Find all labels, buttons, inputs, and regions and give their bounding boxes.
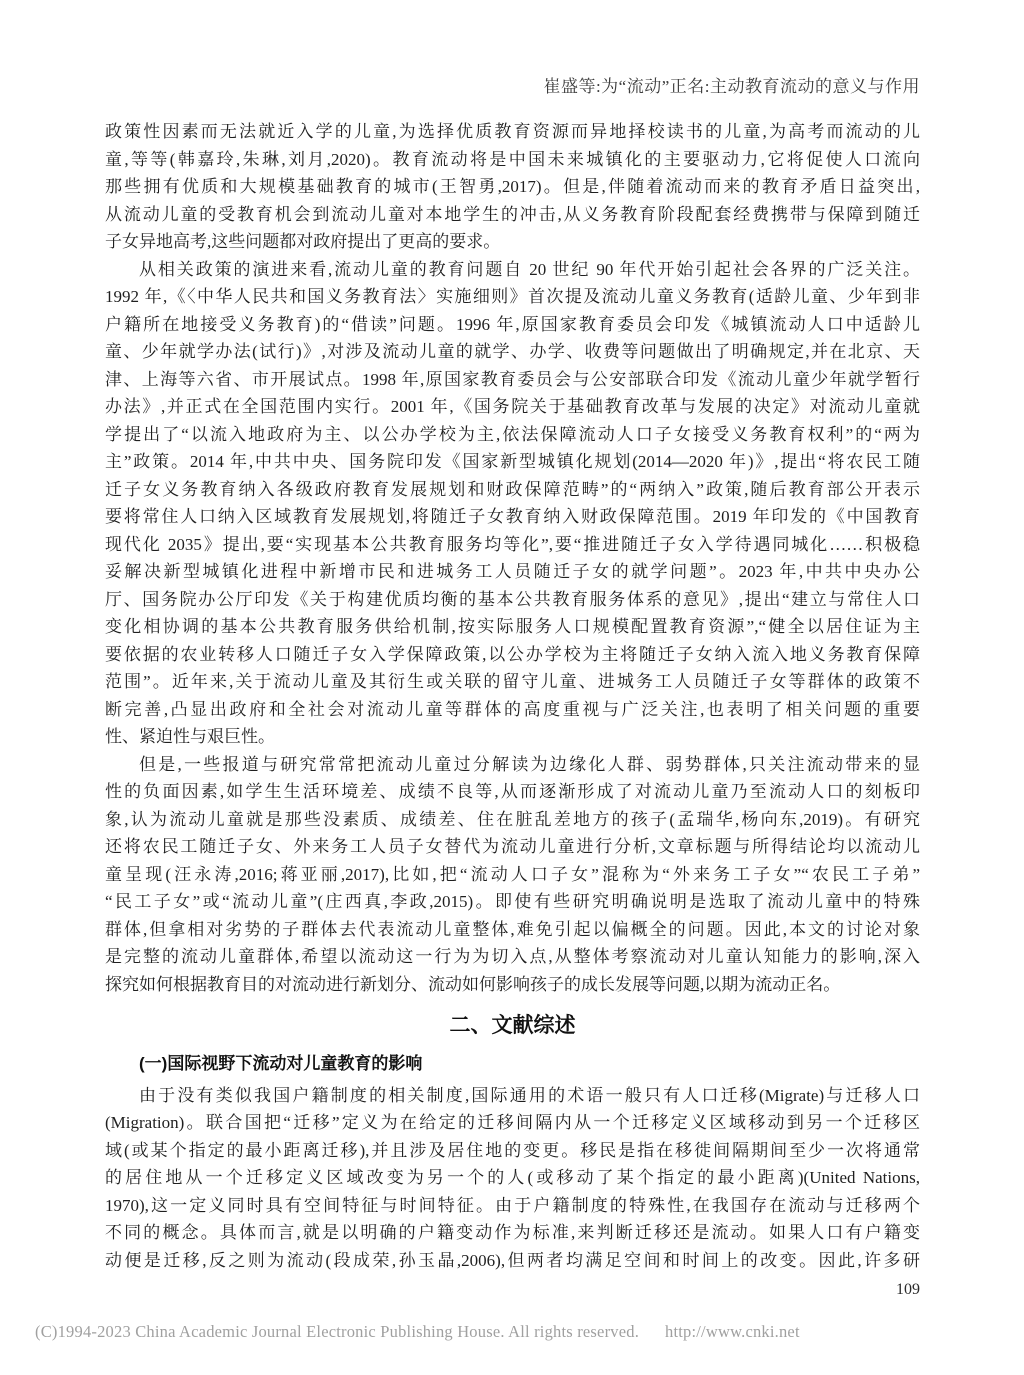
copyright-notice: (C)1994-2023 China Academic Journal Electronic Publishing House. All rights reserved.	[35, 1322, 640, 1341]
paragraph	[105, 751, 920, 999]
text-line: 政策性因素而无法就近入学的儿童,为选择优质教育资源而异地择校读书的儿童,为高考而流动的儿	[105, 122, 920, 141]
section-heading: 二、文献综述	[449, 1014, 576, 1037]
text-line: 的居住地从一个迁移定义区域改变为另一个的人(或移动了某个指定的最小距离)(United Nations,	[105, 1168, 920, 1187]
paragraph	[105, 118, 920, 256]
text-line: 群体,但拿相对劣势的子群体去代表流动儿童整体,难免引起以偏概全的问题。因此,本文的讨论对象	[105, 919, 920, 939]
text-line: 1992 年,《〈中华人民共和国义务教育法〉实施细则》首次提及流动儿童义务教育(适龄儿童、少年到非	[105, 287, 920, 306]
text-line: 厅、国务院办公厅印发《关于构建优质均衡的基本公共教育服务体系的意见》,提出“建立与常住人口	[105, 589, 920, 609]
text-line: 不同的概念。具体而言,就是以明确的户籍变动作为标准,来判断迁移还是流动。如果人口有户籍变	[105, 1223, 920, 1242]
footer-url: http://www.cnki.net	[665, 1322, 800, 1341]
text-line: 象,认为流动儿童就是那些没素质、成绩差、住在脏乱差地方的孩子(孟瑞华,杨向东,2019)。有研究	[105, 809, 920, 829]
text-line: 户籍所在地接受义务教育)的“借读”问题。1996 年,原国家教育委员会印发《城镇流动人口中适龄儿	[105, 314, 920, 334]
text-line: 童呈现(汪永涛,2016;蒋亚丽,2017),比如,把“流动人口子女”混称为“外来务工子女”“农民工子弟”	[105, 864, 920, 884]
body-column	[105, 118, 920, 1301]
text-line: “民工子女”或“流动儿童”(庄西真,李政,2015)。即使有些研究明确说明是选取了流动儿童中的特殊	[105, 892, 920, 911]
text-line: 范围”。近年来,关于流动儿童及其衍生或关联的留守儿童、进城务工人员随迁子女等群体的政策不	[105, 672, 920, 691]
text-line: 要依据的农业转移人口随迁子女入学保障政策,以公办学校为主将随迁子女纳入流入地义务教育保障	[105, 644, 920, 664]
text-line: 津、上海等六省、市开展试点。1998 年,原国家教育委员会与公安部联合印发《流动儿童少年就学暂行	[105, 369, 920, 389]
paragraph	[105, 1082, 920, 1275]
text-line: 妥解决新型城镇化进程中新增市民和进城务工人员随迁子女的就学问题”。2023 年,中共中央办公	[105, 562, 920, 581]
text-line: (Migration)。联合国把“迁移”定义为在给定的迁移间隔内从一个迁移定义区域移动到另一个迁移区	[105, 1113, 920, 1132]
text-line: 童,等等(韩嘉玲,朱琳,刘月,2020)。教育流动将是中国未来城镇化的主要驱动力,它将促使人口流向	[105, 149, 920, 169]
text-line: 子女异地高考,这些问题都对政府提出了更高的要求。	[105, 232, 501, 251]
text-line: 学提出了“以流入地政府为主、以公办学校为主,依法保障流动人口子女接受义务教育权利”的“两为	[105, 424, 920, 444]
text-line: 但是,一些报道与研究常常把流动儿童过分解读为边缘化人群、弱势群体,只关注流动带来的显	[139, 754, 920, 774]
text-line: 断完善,凸显出政府和全社会对流动儿童等群体的高度重视与广泛关注,也表明了相关问题的重要	[105, 699, 920, 719]
text-line: 1970),这一定义同时具有空间特征与时间特征。由于户籍制度的特殊性,在我国存在流动与迁移两个	[105, 1195, 920, 1215]
subsection-heading: (一)国际视野下流动对儿童教育的影响	[139, 1054, 423, 1073]
text-line: 从流动儿童的受教育机会到流动儿童对本地学生的冲击,从义务教育阶段配套经费携带与保障到随迁	[105, 204, 920, 224]
text-line: 性、紧迫性与艰巨性。	[105, 727, 275, 746]
text-line: 现代化 2035》提出,要“实现基本公共教育服务均等化”,要“推进随迁子女入学待遇同城化……积极稳	[105, 534, 920, 554]
text-line: 是完整的流动儿童群体,希望以流动这一行为为切入点,从整体考察流动对儿童认知能力的影响,深入	[105, 947, 920, 966]
text-line: 那些拥有优质和大规模基础教育的城市(王智勇,2017)。但是,伴随着流动而来的教育矛盾日益突出,	[105, 177, 920, 196]
text-line: 还将农民工随迁子女、外来务工人员子女替代为流动儿童进行分析,文章标题与所得结论均以流动儿	[105, 837, 920, 856]
text-line: 童、少年就学办法(试行)》,对涉及流动儿童的就学、办学、收费等问题做出了明确规定,并在北京、天	[105, 342, 920, 361]
text-line: 变化相协调的基本公共教育服务供给机制,按实际服务人口规模配置教育资源”,“健全以居住证为主	[105, 617, 920, 636]
page-number: 109	[896, 1281, 920, 1298]
running-head: 崔盛等:为“流动”正名:主动教育流动的意义与作用	[543, 77, 920, 96]
text-line: 主”政策。2014 年,中共中央、国务院印发《国家新型城镇化规划(2014—2020 年)》,提出“将农民工随	[105, 452, 920, 471]
text-line: 探究如何根据教育目的对流动进行新划分、流动如何影响孩子的成长发展等问题,以期为流动正名。	[105, 974, 841, 994]
page-footer	[35, 1322, 989, 1342]
text-line: 性的负面因素,如学生生活环境差、成绩不良等,从而逐渐形成了对流动儿童乃至流动人口的刻板印	[105, 782, 920, 801]
text-line: 要将常住人口纳入区域教育发展规划,将随迁子女教育纳入财政保障范围。2019 年印发的《中国教育	[105, 507, 920, 526]
paragraph	[105, 256, 920, 751]
text-line: 办法》,并正式在全国范围内实行。2001 年,《国务院关于基础教育改革与发展的决定》对流动儿童就	[105, 397, 920, 416]
text-line: 从相关政策的演进来看,流动儿童的教育问题自 20 世纪 90 年代开始引起社会各界的广泛关注。	[139, 259, 920, 279]
text-line: 由于没有类似我国户籍制度的相关制度,国际通用的术语一般只有人口迁移(Migrate)与迁移人口	[139, 1085, 920, 1105]
text-line: 动便是迁移,反之则为流动(段成荣,孙玉晶,2006),但两者均满足空间和时间上的改变。因此,许多研	[105, 1250, 920, 1270]
text-line: 域(或某个指定的最小距离迁移),并且涉及居住地的变更。移民是指在移徙间隔期间至少一次将通常	[105, 1140, 920, 1160]
text-line: 迁子女义务教育纳入各级政府教育发展规划和财政保障范畴”的“两纳入”政策,随后教育部公开表示	[105, 479, 920, 499]
